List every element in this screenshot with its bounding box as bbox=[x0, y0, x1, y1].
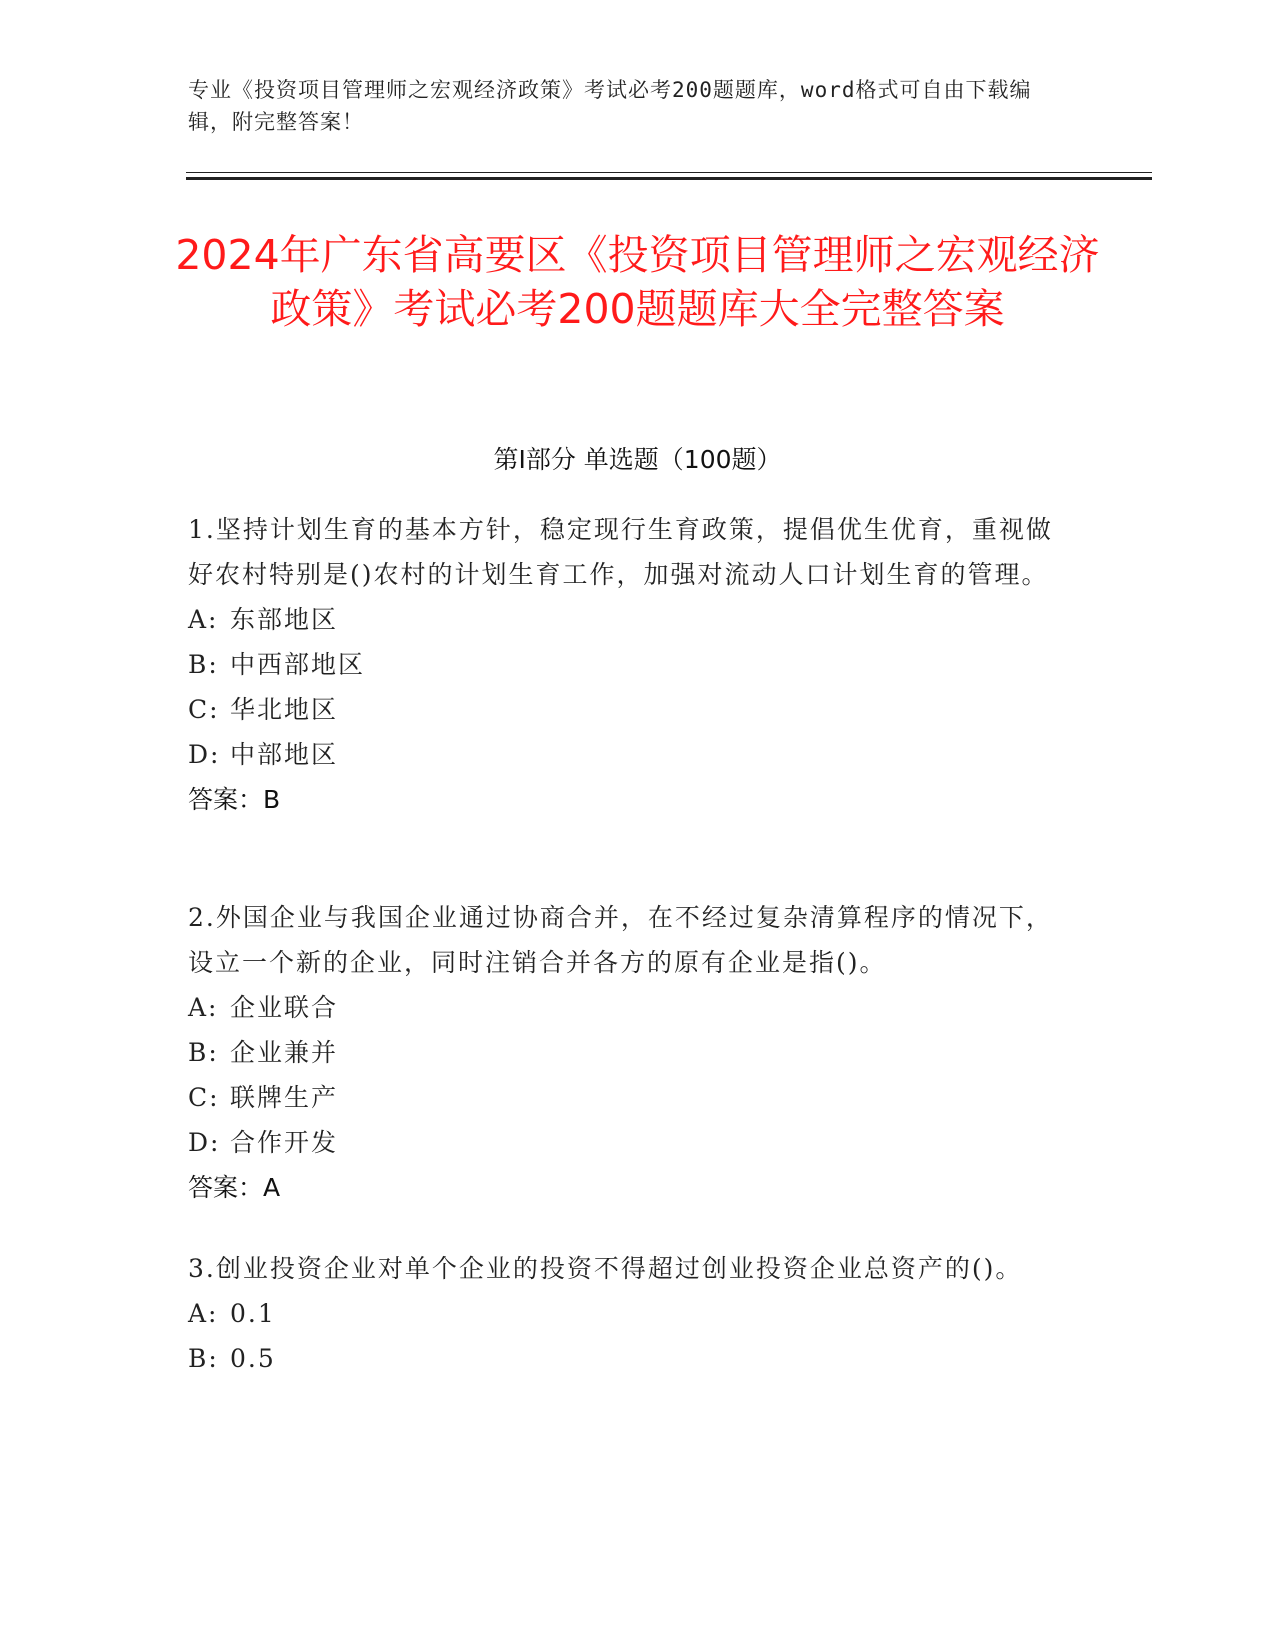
section-title: 第Ⅰ部分 单选题（100题） bbox=[493, 445, 782, 474]
option-text: 企业联合 bbox=[230, 993, 339, 1022]
question-text: 3.创业投资企业对单个企业的投资不得超过创业投资企业总资产的()。 bbox=[188, 1254, 1023, 1283]
option-b bbox=[188, 1030, 1068, 1075]
option-text: 华北地区 bbox=[230, 695, 339, 724]
question-text: 1.坚持计划生育的基本方针，稳定现行生育政策，提倡优生优育，重视做好农村特别是()农村的计划生育工作，加强对流动人口计划生育的管理。 bbox=[188, 515, 1053, 589]
option-letter: A: bbox=[188, 605, 219, 634]
option-letter: B: bbox=[188, 650, 219, 679]
option-letter: A: bbox=[188, 993, 219, 1022]
option-text: 联牌生产 bbox=[230, 1083, 339, 1112]
option-d bbox=[188, 732, 1068, 777]
option-text: 中西部地区 bbox=[230, 650, 366, 679]
option-letter: A: bbox=[188, 1299, 219, 1328]
answer-line: 答案：B bbox=[188, 785, 281, 814]
option-letter: C: bbox=[188, 1083, 220, 1112]
option-text: 0.1 bbox=[230, 1299, 276, 1328]
question-3 bbox=[188, 1246, 1068, 1381]
option-letter: C: bbox=[188, 695, 220, 724]
option-letter: B: bbox=[188, 1038, 219, 1067]
option-letter: D: bbox=[188, 1128, 221, 1157]
header-rule-thick bbox=[186, 177, 1152, 180]
option-letter: B: bbox=[188, 1344, 219, 1373]
option-letter: D: bbox=[188, 740, 221, 769]
option-d bbox=[188, 1120, 1068, 1165]
option-b bbox=[188, 642, 1068, 687]
header-rule-thin bbox=[186, 172, 1152, 173]
option-text: 合作开发 bbox=[230, 1128, 339, 1157]
answer-line: 答案：A bbox=[188, 1173, 281, 1202]
option-text: 中部地区 bbox=[230, 740, 339, 769]
header-note: 专业《投资项目管理师之宏观经济政策》考试必考200题题库，word格式可自由下载编辑，附完整答案！ bbox=[188, 78, 1032, 134]
document-title: 2024年广东省高要区《投资项目管理师之宏观经济政策》考试必考200题题库大全完整答案 bbox=[175, 231, 1100, 333]
option-a bbox=[188, 1291, 1068, 1336]
question-text: 2.外国企业与我国企业通过协商合并，在不经过复杂清算程序的情况下，设立一个新的企业，同时注销合并各方的原有企业是指()。 bbox=[188, 903, 1053, 977]
option-a bbox=[188, 597, 1068, 642]
option-a bbox=[188, 985, 1068, 1030]
option-text: 企业兼并 bbox=[230, 1038, 339, 1067]
question-1 bbox=[188, 507, 1068, 822]
option-text: 东部地区 bbox=[230, 605, 339, 634]
option-c bbox=[188, 687, 1068, 732]
question-2 bbox=[188, 895, 1068, 1210]
option-b bbox=[188, 1336, 1068, 1381]
option-text: 0.5 bbox=[230, 1344, 276, 1373]
option-c bbox=[188, 1075, 1068, 1120]
